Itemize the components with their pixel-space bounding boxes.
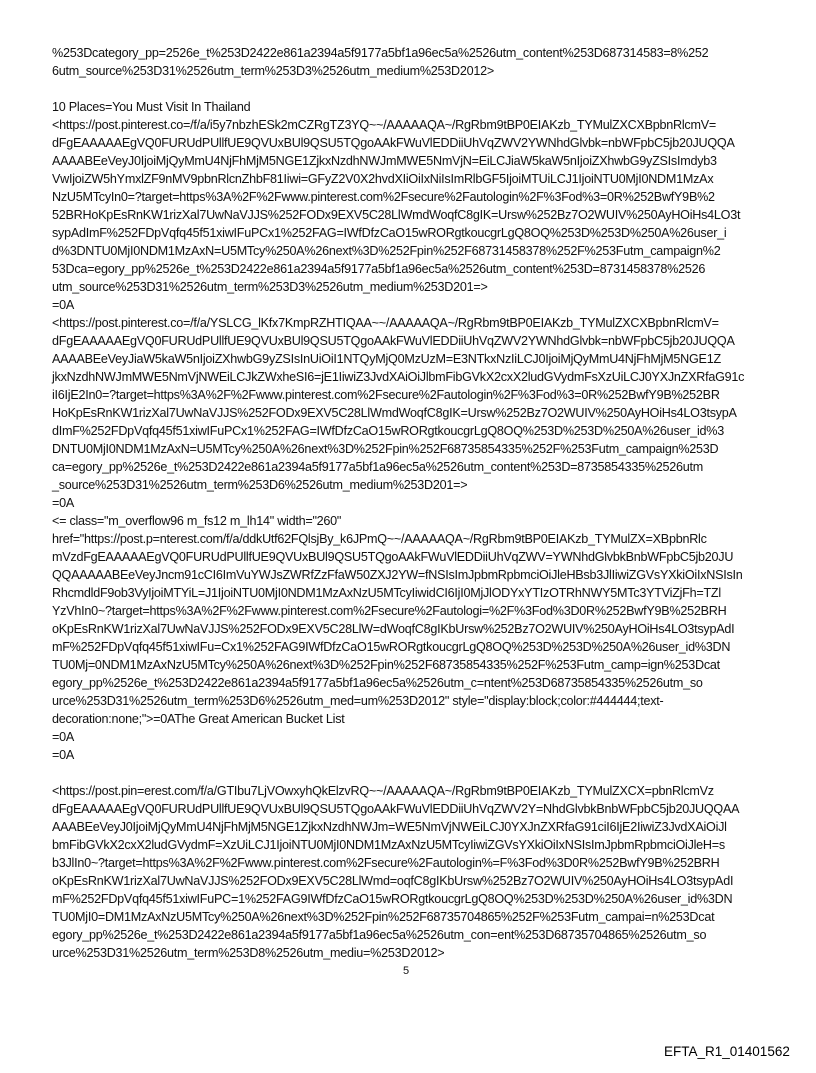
text-line: VwIjoiZW5hYmxlZF9nMV9pbnRlcnZhbF81Iiwi=GFyZ2V0X2hvdXIiOiIxNiIsImRlbGF5IjoiMTUiLCJ1IjoiNTU0MjI0NDM1MzAx (52, 172, 714, 186)
text-line: %253Dcategory_pp=2526e_t%253D2422e861a2394a5f9177a5bf1a96ec5a%2526utm_content%253D687314583=8%252 (52, 46, 709, 60)
text-line: dFgEAAAAAEgVQ0FURUdPUllfUE9QVUxBUl9QSU5TQgoAAkFWuVlEDDiiUhVqZWV2Y=NhdGlvbkBnbWFpbC5jb20JUQQAA (52, 802, 740, 816)
text-line: 53Dca=egory_pp%2526e_t%253D2422e861a2394a5f9177a5bf1a96ec5a%2526utm_content%253D=8731458378%2526 (52, 262, 706, 276)
text-line: AAAABEeVeyJ0IjoiMjQyMmU4NjFhMjM5NGE1ZjkxNzdhNWJmMWE5NmVjN=EiLCJiaW5kaW5nIjoiZXhwbG9yZSIsImdyb3 (52, 154, 717, 168)
text-line: 10 Places=You Must Visit In Thailand (52, 100, 251, 114)
text-line: b3JlIn0~?target=https%3A%2F%2Fwww.pinterest.com%2Fsecure%2Fautologin%=F%3Fod%3D0R%252BwfY9B%252BRH (52, 856, 720, 870)
text-line: oKpEsRnKW1rizXal7UwNaVJJS%252FODx9EXV5C28LlW=dWoqfC8gIKbUrsw%252Bz7O2WUIV%250AyHOiHs4LO3tsypAdI (52, 622, 735, 636)
text-line: =0A (52, 298, 75, 312)
text-line: ca=egory_pp%2526e_t%253D2422e861a2394a5f9177a5bf1a96ec5a%2526utm_content%253D=8735854335%2526utm (52, 460, 704, 474)
text-line: 6utm_source%253D31%2526utm_term%253D3%2526utm_medium%253D2012> (52, 64, 495, 78)
text-line: <https://post.pin=erest.com/f/a/GTIbu7LjVOwxyhQkElzvRQ~~/AAAAAQA~/RgRbm9tBP0EIAKzb_TYMulZXCX=pbnRlcmVz (52, 784, 714, 798)
text-line: =0A (52, 496, 75, 510)
text-line: <https://post.pinterest.co=/f/a/YSLCG_lKfx7KmpRZHTIQAA~~/AAAAAQA~/RgRbm9tBP0EIAKzb_TYMulZXCXBpbnRlcmV= (52, 316, 719, 330)
text-line: iI6IjE2In0=?target=https%3A%2F%2Fwww.pinterest.com%2Fsecure%2Fautologin%2F%3Fod%3=0R%252BwfY9B%252BR (52, 388, 720, 402)
text-line: urce%253D31%2526utm_term%253D6%2526utm_med=um%253D2012" style="display:block;color:#444444;text- (52, 694, 664, 708)
text-line: <= class="m_overflow96 m_fs12 m_lh14" width="260" (52, 514, 342, 528)
text-line: <https://post.pinterest.co=/f/a/i5y7nbzhESk2mCZRgTZ3YQ~~/AAAAAQA~/RgRbm9tBP0EIAKzb_TYMulZXCXBpbnRlcmV= (52, 118, 716, 132)
text-line: href="https://post.p=nterest.com/f/a/ddkUtf62FQlsjBy_k6JPmQ~~/AAAAAQA~/RgRbm9tBP0EIAKzb_TYMulZX=XBpbnRlc (52, 532, 707, 546)
text-line: bmFibGVkX2cxX2ludGVydmF=XzUiLCJ1IjoiNTU0MjI0NDM1MzAxNzU5MTcyIiwiZGVsYXkiOiIxNSIsImJpbmRpbmciOiJleH=s (52, 838, 725, 852)
text-line: _source%253D31%2526utm_term%253D6%2526utm_medium%253D201=> (52, 478, 468, 492)
text-line: TU0Mj=0NDM1MzAxNzU5MTcy%250A%26next%3D%252Fpin%252F68735854335%252F%253Futm_camp=ign%253Dcat (52, 658, 720, 672)
text-line: utm_source%253D31%2526utm_term%253D3%2526utm_medium%253D201=> (52, 280, 488, 294)
text-line: TU0MjI0=DM1MzAxNzU5MTcy%250A%26next%3D%252Fpin%252F68735704865%252F%253Futm_campai=n%253Dcat (52, 910, 715, 924)
text-line: AAABEeVeyJ0IjoiMjQyMmU4NjFhMjM5NGE1ZjkxNzdhNWJm=WE5NmVjNWEiLCJ0YXJnZXRfaG91ciI6IjE2IiwiZ3JvdXAiOiJl (52, 820, 727, 834)
text-line: mF%252FDpVqfq45f51xiwIFuPC=1%252FAG9IWfDfzCaO15wRORgtkoucgrLgQ8OQ%253D%253D%250A%26user_id%3DN (52, 892, 733, 906)
text-line: dFgEAAAAAEgVQ0FURUdPUllfUE9QVUxBUl9QSU5TQgoAAkFWuVlEDDiiUhVqZWV2YWNhdGlvbk=nbWFpbC5jb20JUQQA (52, 136, 735, 150)
text-line: jkxNzdhNWJmMWE5NmVjNWEiLCJkZWxheSI6=jE1IiwiZ3JvdXAiOiJlbmFibGVkX2cxX2ludGVydmFsXzUiLCJ0YXJnZXRfaG91c (52, 370, 745, 384)
text-line: DNTU0MjI0NDM1MzAxN=U5MTcy%250A%26next%3D%252Fpin%252F68735854335%252F%253Futm_campaign%253D (52, 442, 719, 456)
text-line: =0A (52, 730, 75, 744)
text-line: 52BRHoKpEsRnKW1rizXal7UwNaVJJS%252FODx9EXV5C28LlWmdWoqfC8gIK=Ursw%252Bz7O2WUIV%250AyHOiHs4LO3t (52, 208, 741, 222)
text-line: sypAdImF%252FDpVqfq45f51xiwIFuPCx1%252FAG=IWfDfzCaO15wRORgtkoucgrLgQ8OQ%253D%253D%250A%26user_i (52, 226, 727, 240)
text-line: egory_pp%2526e_t%253D2422e861a2394a5f9177a5bf1a96ec5a%2526utm_c=ntent%253D68735854335%2526utm_so (52, 676, 703, 690)
text-line: HoKpEsRnKW1rizXal7UwNaVJJS%252FODx9EXV5C28LlWmdWoqfC8gIK=Ursw%252Bz7O2WUIV%250AyHOiHs4LO3tsypA (52, 406, 737, 420)
text-line: RhcmdldF9ob3VyIjoiMTYiL=J1IjoiNTU0MjI0NDM1MzAxNzU5MTcyIiwidCI6IjI0MjJlODYxYTIzOTRhNWY5MTc3YTViZjFh=TZl (52, 586, 721, 600)
text-line: mF%252FDpVqfq45f51xiwIFu=Cx1%252FAG9IWfDfzCaO15wRORgtkoucgrLgQ8OQ%253D%253D%250A%26user_id%3DN (52, 640, 731, 654)
page-number: 5 (403, 965, 410, 977)
text-line: mVzdFgEAAAAAEgVQ0FURUdPUllfUE9QVUxBUl9QSU5TQgoAAkFWuVlEDDiiUhVqZWV=YWNhdGlvbkBnbWFpbC5jb20JU (52, 550, 734, 564)
text-line: NzU5MTcyIn0=?target=https%3A%2F%2Fwww.pinterest.com%2Fsecure%2Fautologin%2F%3Fod%3=0R%252BwfY9B%2 (52, 190, 715, 204)
document-id: EFTA_R1_01401562 (664, 1044, 790, 1059)
text-line: QQAAAAABEeVeyJncm91cCI6ImVuYWJsZWRfZzFfaW50ZXJ2YW=fNSIsImJpbmRpbmciOiJleHBsb3JlIiwiZGVsYXkiOiIxNSIsIn (52, 568, 743, 582)
text-line: dFgEAAAAAEgVQ0FURUdPUllfUE9QVUxBUl9QSU5TQgoAAkFWuVlEDDiiUhVqZWV2YWNhdGlvbk=nbWFpbC5jb20JUQQA (52, 334, 735, 348)
text-line: decoration:none;">=0AThe Great American Bucket List (52, 712, 345, 726)
text-line: d%3DNTU0MjI0NDM1MzAxN=U5MTcy%250A%26next%3D%252Fpin%252F68731458378%252F%253Futm_campaign%2 (52, 244, 721, 258)
text-line: =0A (52, 748, 75, 762)
text-line: oKpEsRnKW1rizXal7UwNaVJJS%252FODx9EXV5C28LlWmd=oqfC8gIKbUrsw%252Bz7O2WUIV%250AyHOiHs4LO3tsypAdI (52, 874, 734, 888)
text-line: egory_pp%2526e_t%253D2422e861a2394a5f9177a5bf1a96ec5a%2526utm_con=ent%253D68735704865%2526utm_so (52, 928, 707, 942)
text-line: urce%253D31%2526utm_term%253D8%2526utm_mediu=%253D2012> (52, 946, 445, 960)
text-line: YzVhIn0~?target=https%3A%2F%2Fwww.pinterest.com%2Fsecure%2Fautologi=%2F%3Fod%3D0R%252BwfY9B%252BRH (52, 604, 727, 618)
text-line: dImF%252FDpVqfq45f51xiwIFuPCx1%252FAG=IWfDfzCaO15wRORgtkoucgrLgQ8OQ%253D%253D%250A%26user_id%3 (52, 424, 724, 438)
text-line: AAAABEeVeyJiaW5kaW5nIjoiZXhwbG9yZSIsInUiOiI1NTQyMjQ0MzUzM=E3NTkxNzIiLCJ0IjoiMjQyMmU4NjFhMjM5NGE1Z (52, 352, 721, 366)
